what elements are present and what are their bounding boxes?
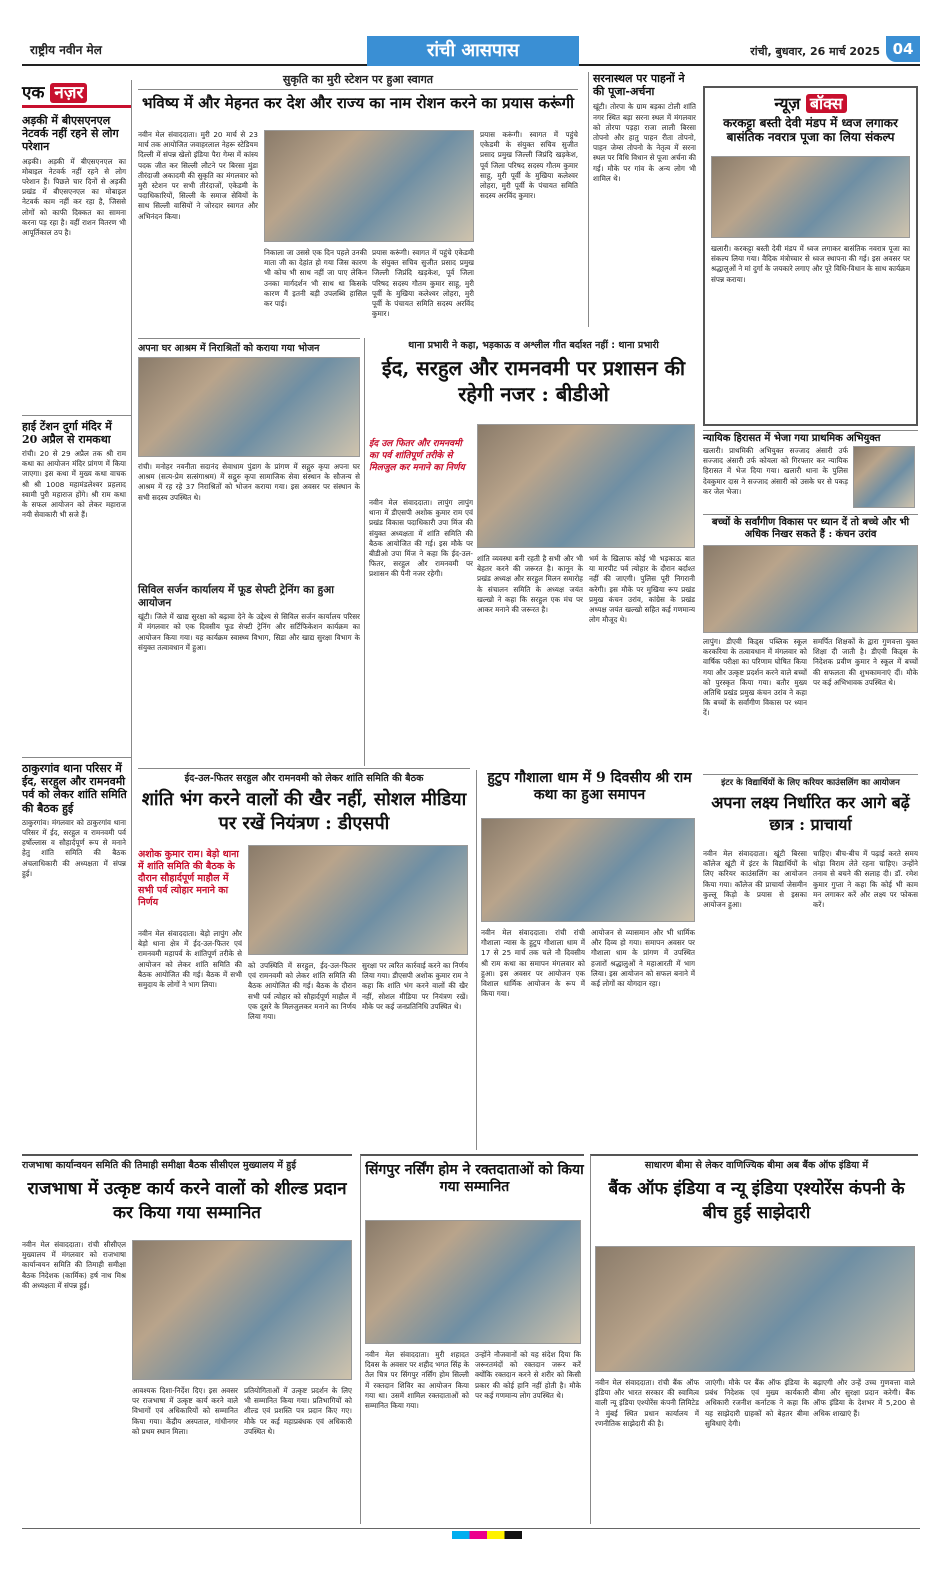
rajbhasha-col3: प्रतियोगिताओं में उत्कृष्ट प्रदर्शन के लिए भी सम्मानित किया गया। प्रतिभागियों को शील्ड एवं प्रशस्ति पत्र प्रदान किए गए। मौके पर कई महाप्रबंधक एवं अधिकारी उपस्थित थे। xyxy=(244,1386,352,1436)
news-box-headline: करकट्टा बस्ती देवी मंडप में ध्वज लगाकर बासंतिक नवरात्र पूजा का लिया संकल्प xyxy=(723,116,898,145)
bdo-col1: नवीन मेल संवाददाता। लापुंग लापुंग थाना में डीएसपी अशोक कुमार राम एवं प्रखंड विकास पदाधिकारी उपा मिंज की संयुक्त अध्यक्षता में शांति समिति की बैठक आयोजित की गई। इस मौके पर बीडीओ उपा मिंज ने कहा कि ईद-उल-फितर, सरहुल और रामनवमी पर प्रशासन की पैनी नजर रहेगी। xyxy=(369,498,473,579)
career-col1: नवीन मेल संवाददाता। खूंटी बिरसा कॉलेज खूंटी में इंटर के विद्यार्थियों के लिए करियर काउंसलिंग का आयोजन किया गया। कॉलेज की प्राचार्या जेसमीन कुल्लू किड़ो के प्रयास से इसका आयोजन हुआ। xyxy=(703,849,807,910)
training-body: खूंटी। जिले में खाद्य सुरक्षा को बढ़ावा देने के उद्देश्य से सिविल सर्जन कार्यालय परिसर में मंगलवार को एक दिवसीय फूड सेफ्टी ट्रेनिंग और सर्टिफिकेशन कार्यक्रम का आयोजन किया गया। यह कार्यक्रम स्वास्थ्य विभाग, सिडा और खाद्य सुरक्षा विभाग के संयुक्त तत्वावधान में हुआ। xyxy=(138,612,360,652)
bdo-col3: भर्म के खिलाफ कोई भी भड़काऊ बात या मारपीट पर्व त्योहार के दौरान बर्दाश्त नहीं की जाएगी। पुलिस पूरी निगरानी करेगी। इस मौके पर मुखिया रूप प्रखंड प्रमुख कंचन उरांव, कांग्रेस के प्रखंड अध्यक्ष जयंत खल्खो सहित कई गणमान्य लोग मौजूद थे। xyxy=(589,554,695,625)
kanchan-col1: लापुंग। डीएवी किड्स पब्लिक स्कूल करकरिया के तत्वावधान में मंगलवार को वार्षिक परीक्षा का परिणाम घोषित किया गया और उत्कृष्ट प्रदर्शन करने वाले बच्चों को पुरस्कृत किया गया। बतौर मुख्य अतिथि प्रखंड प्रमुख कंचन उरांव ने कहा कि बच्चों के सर्वांगीण विकास पर ध्यान दें। xyxy=(703,637,807,718)
kanchan-col2: समर्पित शिक्षकों के द्वारा गुणवत्ता युक्त शिक्षा दी जाती है। डीएवी किड्स के निदेशक प्रवीण कुमार ने स्कूल में बच्चों की सफलता की शुभकामनाएं दीं। मौके पर कई अभिभावक उपस्थित थे। xyxy=(813,637,918,687)
dsp-headline: शांति भंग करने वालों की खैर नहीं, सोशल मीडिया पर रखें नियंत्रण : डीएसपी xyxy=(141,789,467,834)
dsp-photo xyxy=(248,845,468,955)
training-headline: सिविल सर्जन कार्यालय में फूड सेफ्टी ट्रेनिंग का हुआ आयोजन xyxy=(138,584,334,609)
news-box-label xyxy=(709,92,912,114)
ek-nazar-label-red: नज़र xyxy=(50,83,87,103)
singapur-col1: नवीन मेल संवाददाता। मुरी शहादत दिवस के अवसर पर शहीद भगत सिंह के तैल चित्र पर सिंगपुर नर्सिंग होम सिल्ली में रक्तदान शिविर का आयोजन किया गया था। उसमें शामिल रक्तदाताओं को सम्मानित किया गया। xyxy=(365,1350,469,1411)
training-story xyxy=(138,584,360,764)
kanchan-story xyxy=(703,514,918,770)
footer-rule xyxy=(22,1528,920,1538)
rajbhasha-headline: राजभाषा में उत्कृष्ट कार्य करने वालों को शील्ड प्रदान कर किया गया सम्मानित xyxy=(27,1179,347,1223)
bhojan-photo xyxy=(138,357,360,457)
dsp-story xyxy=(138,768,470,1150)
bdo-story xyxy=(364,338,698,766)
sarna-body: खूंटी। तोरपा के ग्राम बड़का टोली शांति नगर स्थित बड़ा सरना स्थल में मंगलवार को तोरपा पड़हा राजा लाली बिरसा तोपनो और हातु पाहन रीता तोपनो, पाहन जेम्स तोपनो के नेतृत्व में सरना स्थल पर विधि विधान से पूजा अर्चना की गई। मौके पर गांव के अन्य लोग भी शामिल थे। xyxy=(593,102,696,183)
bhojan-kicker: अपना घर आश्रम में निराश्रितों को कराया गया भोजन xyxy=(138,343,320,354)
gaushala-col2: आयोजन से व्यासमान और भी धार्मिक और दिव्य हो गया। समापन अवसर पर गौशाला धाम के प्रांगण में उपस्थित हजारों श्रद्धालुओं ने महाआरती में भाग लिया। इस आयोजन को सफल बनाने में कई लोगों का योगदान रहा। xyxy=(591,928,695,989)
rajbhasha-story xyxy=(22,1154,352,1524)
arrest-story xyxy=(703,430,918,510)
singapur-story xyxy=(360,1154,584,1524)
ek-nazar-item-body: ठाकुरगांव। मंगलवार को ठाकुरगांव थाना परिसर में ईद, सरहुल व रामनवमी पर्व हर्षोल्लास व सौहार्दपूर्ण रूप से मनाने हेतु शांति समिति की बैठक अंचलाधिकारी की अध्यक्षता में संपन्न हुई। xyxy=(22,817,126,878)
top-story-kicker: सुकृति का मुरी स्टेशन पर हुआ स्वागत xyxy=(138,72,578,90)
sarna-headline: सरनास्थल पर पाहनों ने की पूजा-अर्चना xyxy=(593,72,685,99)
date-line: रांची, बुधवार, 26 मार्च 2025 xyxy=(750,45,880,58)
dsp-col2: को उपस्थिति में सरहुल, ईद-उल-फितर एवं रामनवमी को लेकर शांति समिति की बैठक आयोजित की गई। बैठक के दौरान सभी पर्व त्योहार को सौहार्दपूर्ण माहौल में एक दूसरे के मिलजुलकर मनाने का निर्णय लिया गया। xyxy=(248,961,356,1022)
ek-nazar-item-title: हाई टेंशन दुर्गा मंदिर में 20 अप्रैल से रामकथा xyxy=(22,415,131,446)
top-story-col3: प्रयास करूंगी। स्वागत में पहुंचे एकेडमी के संयुक्त सचिव सुजीत प्रसाद प्रमुख जिल्ली जिप्रंदि खड़केश, पूर्व जिला परिषद सदस्य गौतम कुमार साहू, मुरी पूर्वी के मुखिया कलेश्वर लोहरा, मुरी पूर्वी के पंचायत समिति सदस्य अरविंद कुमार। xyxy=(372,248,474,319)
arrest-headline: न्यायिक हिरासत में भेजा गया प्राथमिक अभियुक्त xyxy=(703,430,918,445)
bdo-photo xyxy=(477,424,695,548)
bdo-headline: ईद, सरहुल और रामनवमी पर प्रशासन की रहेगी नजर : बीडीओ xyxy=(381,356,686,406)
page-number: 04 xyxy=(886,36,920,62)
paper-name: राष्ट्रीय नवीन मेल xyxy=(30,43,102,57)
bank-headline: बैंक ऑफ इंडिया व न्यू इंडिया एश्योरेंस कंपनी के बीच हुई साझेदारी xyxy=(608,1179,905,1223)
kanchan-headline: बच्चों के सर्वांगीण विकास पर ध्यान दें तो बच्चे और भी अधिक निखर सकते हैं : कंचन उरांव xyxy=(711,517,910,540)
dsp-col3: सुरक्षा पर त्वरित कार्रवाई करने का निर्णय लिया गया। डीएसपी अशोक कुमार राम ने कहा कि शांति भंग करने वालों की खैर नहीं, सोशल मीडिया पर नियंत्रण रखें। मौके पर कई जनप्रतिनिधि उपस्थित थे। xyxy=(362,961,468,1011)
registration-marks xyxy=(452,1531,522,1539)
arrest-photo xyxy=(853,446,915,508)
dsp-col1: नवीन मेल संवाददाता। बेड़ो लापुंग और बेड़ो थाना क्षेत्र में ईद-उल-फितर एवं रामनवमी महापर्व के शांतिपूर्ण तरीके से आयोजन को लेकर शांति समिति की बैठक आयोजित की गई। बैठक में सभी समुदाय के लोगों ने भाग लिया। xyxy=(138,929,242,990)
rajbhasha-kicker: राजभाषा कार्यान्वयन समिति की तिमाही समीक्षा बैठक सीसीएल मुख्यालय में हुई xyxy=(22,1160,296,1171)
top-story-headline: भविष्य में और मेहनत कर देश और राज्य का नाम रोशन करने का प्रयास करूंगी xyxy=(141,94,575,112)
rajbhasha-col2: आवश्यक दिशा-निर्देश दिए। इस अवसर पर राजभाषा में उत्कृष्ट कार्य करने वाले विभागों एवं अधिकारियों को सम्मानित किया गया। केंद्रीय अस्पताल, गांधीनगर को प्रथम स्थान मिला। xyxy=(132,1386,238,1436)
bdo-callout: ईद उल फितर और रामनवमी का पर्व शांतिपूर्ण तरीके से मिलजुल कर मनाने का निर्णय xyxy=(369,439,465,473)
career-headline: अपना लक्ष्य निर्धारित कर आगे बढ़ें छात्र : प्राचार्या xyxy=(711,793,910,834)
bank-col1: नवीन मेल संवाददाता। रांची बैंक ऑफ इंडिया और भारत सरकार की स्वामित्व वाली न्यू इंडिया एश्योरेंस कंपनी लिमिटेड ने मुंबई स्थित प्रधान कार्यालय में रणनीतिक साझेदारी की है। xyxy=(595,1378,699,1428)
dsp-callout: अशोक कुमार राम। बेड़ो थाना में शांति समिति की बैठक के दौरान सौहार्दपूर्ण माहौल में सभी पर्व त्योहार मनाने का निर्णय xyxy=(138,849,239,908)
bdo-col2: शांति व्यवस्था बनी रहती है सभी और भी बेहतर करने की जरूरत है। कानून के प्रखंड अध्यक्ष और सरहुल मिलन समारोह के संचालन समिति के अध्यक्ष जयंत खल्खो ने कहा कि सरहुल एक मंच पर आकर मनाने की जरूरत है। xyxy=(477,554,583,615)
arrest-body: खलारी। प्राथमिकी अभियुक्त सज्जाद अंसारी उर्फ सज्जाद अंसारी उर्फ कोयला को गिरफ्तार कर न्यायिक हिरासत में भेज दिया गया। खलारी थाना के पुलिस देवकुमार दास ने सज्जाद अंसारी को उसके घर से पकड़ कर जेल भेजा। xyxy=(703,446,848,496)
ek-nazar-item-title: ठाकुरगांव थाना परिसर में ईद, सरहुल और रामनवमी पर्व को लेकर शांति समिति की बैठक हुई xyxy=(22,757,131,815)
ek-nazar-item-title: अड़की में बीएसएनएल नेटवर्क नहीं रहने से लोग परेशान xyxy=(22,114,119,154)
ek-nazar-item-body: अड़की। अड़की में बीएसएनएल का मोबाइल नेटवर्क नहीं रहने से लोग परेशान हैं। पिछले चार दिनों से अड़की प्रखंड में बीएसएनएल का मोबाइल नेटवर्क काम नहीं कर रहा है, जिससे लोगों को काफी दिक्कत का सामना करना पड़ रहा है। वहीं राशन वितरण भी आपूर्तिकाल ठप है। xyxy=(22,156,126,237)
kanchan-photo xyxy=(703,545,918,633)
ek-nazar-column xyxy=(22,80,132,950)
top-story-col4: प्रयास करूंगी। स्वागत में पहुंचे एकेडमी के संयुक्त सचिव सुजीत प्रसाद प्रमुख जिल्ली जिप्रंदि खड़केश, पूर्व जिला परिषद सदस्य गौतम कुमार साहू, मुरी पूर्वी के मुखिया कलेश्वर लोहरा, मुरी पूर्वी के पंचायत समिति सदस्य अरविंद कुमार। xyxy=(480,130,578,201)
bank-kicker: साधारण बीमा से लेकर वाणिज्यिक बीमा अब बैंक ऑफ इंडिया में xyxy=(644,1160,869,1171)
gaushala-headline: हुटुप गौशाला धाम में 9 दिवसीय श्री राम कथा का हुआ समापन xyxy=(487,770,692,803)
bhojan-body: रांची। मनोहर नवनीता सदानंद सेवाधाम पुंडाग के प्रांगण में सद्गुरु कृपा अपना घर आश्रम (सत्य-प्रेम सत्संगाश्रम) में सद्गुरु कृपा सामाजिक सेवा संस्थान के सौजन्य से आश्रम में रह रहे 37 निराश्रितों को भोजन कराया गया। इस अवसर पर संस्थान के सभी सदस्य उपस्थित थे। xyxy=(138,462,360,502)
gaushala-story xyxy=(476,770,698,1150)
top-story-col2: निकाला जा उससे एक दिन पहले उनकी माता जी का देहांत हो गया जिस कारण भी कोच भी साथ नहीं जा पाए लेकिन उनका मार्गदर्शन भी साथ था किसके कारण मैं इतनी बड़ी उपलब्धि हासिल कर पाई। xyxy=(264,248,367,309)
singapur-col2: उन्होंने नौजवानों को यह संदेश दिया कि जरूरतमंदों को रक्तदान जरूर करें क्योंकि रक्तदान करने से शरीर को किसी प्रकार की कोई हानि नहीं होती है। मौके पर कई गणमान्य लोग उपस्थित थे। xyxy=(475,1350,581,1400)
news-box-body: खलारी। करकट्टा बस्ती देवी मंडप में ध्वज लगाकर बासंतिक नवरात्र पूजा का संकल्प लिया गया। वैदिक मंत्रोच्चार से ध्वज स्थापना की गई। इस अवसर पर श्रद्धालुओं ने मां दुर्गा के जयकारे लगाए और पूरे विधि-विधान के साथ कार्यक्रम संपन्न कराया। xyxy=(711,244,910,284)
career-col2: चाहिए। बीच-बीच में पढ़ाई करते समय थोड़ा विराम लेते रहना चाहिए। उन्होंने तनाव से बचने की सलाह दी। डॉ. रमेश कुमार गुप्ता ने कहा कि कोई भी काम मन लगाकर करें और लक्ष्य पर फोकस करें। xyxy=(813,849,918,910)
dsp-kicker: ईद-उल-फितर सरहुल और रामनवमी को लेकर शांति समिति की बैठक xyxy=(184,773,424,784)
ek-nazar-label-black: एक xyxy=(22,83,45,103)
news-box-label-black: न्यूज़ xyxy=(774,94,801,113)
career-kicker: इंटर के विद्यार्थियों के लिए करियर काउंसलिंग का आयोजन xyxy=(721,778,900,788)
sarna-story xyxy=(588,72,696,327)
news-box-photo xyxy=(711,156,910,238)
ek-nazar-label xyxy=(22,80,131,108)
bank-col3: बढ़ाएगी और उन्हें उच्च गुणवत्ता वाले बीमा और सुरक्षा प्रदान करेगी। बैंक ऑफ इंडिया के देशभर में 5,200 से अधिक शाखाएं हैं। xyxy=(813,1378,915,1418)
rajbhasha-photo xyxy=(132,1240,352,1380)
rajbhasha-col1: नवीन मेल संवाददाता। रांची सीसीएल मुख्यालय में मंगलवार को राजभाषा कार्यान्वयन समिति की तिमाही समीक्षा बैठक निदेशक (कार्मिक) हर्ष नाथ मिश्र की अध्यक्षता में संपन्न हुई। xyxy=(22,1240,126,1290)
bdo-kicker: थाना प्रभारी ने कहा, भड़काऊ व अश्लील गीत बर्दाश्त नहीं : थाना प्रभारी xyxy=(408,340,659,351)
masthead xyxy=(22,36,920,66)
bank-col2: जाएंगी। मौके पर बैंक ऑफ इंडिया के प्रबंध निदेशक एवं मुख्य कार्यकारी अधिकारी रजनीश कर्नाटक ने कहा कि यह साझेदारी ग्राहकों को बेहतर बीमा सुविधाएं देगी। xyxy=(705,1378,809,1428)
top-story xyxy=(138,72,578,334)
gaushala-photo xyxy=(481,818,695,922)
ek-nazar-item-body: रांची। 20 से 29 अप्रैल तक श्री राम कथा का आयोजन मंदिर प्रांगण में किया जाएगा। इस कथा में मुख्य कथा वाचक श्री श्री 1008 महामंडलेश्वर प्रहलाद स्वामी पुरी महाराज होंगे। श्री राम कथा के सफल आयोजन को लेकर महाराज नयी सेवाकारी भी सजे हैं। xyxy=(22,448,126,520)
bank-story xyxy=(590,1154,918,1524)
news-box-label-red: बॉक्स xyxy=(806,94,847,113)
career-story xyxy=(703,774,918,1150)
bank-photo xyxy=(595,1246,915,1372)
singapur-headline: सिंगपुर नर्सिंग होम ने रक्तदाताओं को किया गया सम्मानित xyxy=(365,1162,584,1195)
section-title: रांची आसपास xyxy=(367,36,579,66)
singapur-photo xyxy=(365,1220,581,1344)
top-story-photo xyxy=(264,130,474,242)
gaushala-col1: नवीन मेल संवाददाता। रांची रांची गौशाला न्यास के हुटुप गौशाला धाम में 17 से 25 मार्च तक चले नौ दिवसीय श्री राम कथा का समापन मंगलवार को हुआ। इस अवसर पर आयोजन एक विशाल धार्मिक आयोजन के रूप में किया गया। xyxy=(481,928,585,999)
top-story-col1: नवीन मेल संवाददाता। मुरी 20 मार्च से 23 मार्च तक आयोजित जवाहरलाल नेहरू स्टेडियम दिल्ली में संपन्न खेलो इंडिया पैरा गेम्स में कांस्य पदक जीत कर सिल्ली लौटने पर बिरसा मुंडा तीरंदाजी अकादमी की सुकृति का मंगलवार को मुरी स्टेशन पर सभी तीरंदाजों, एकेडमी के पदाधिकारियों, सिल्ली के समाज सेवियों के साथ सिल्ली वासियों ने जोरदार स्वागत और अभिनंदन किया। xyxy=(138,130,258,221)
news-box xyxy=(703,86,918,426)
